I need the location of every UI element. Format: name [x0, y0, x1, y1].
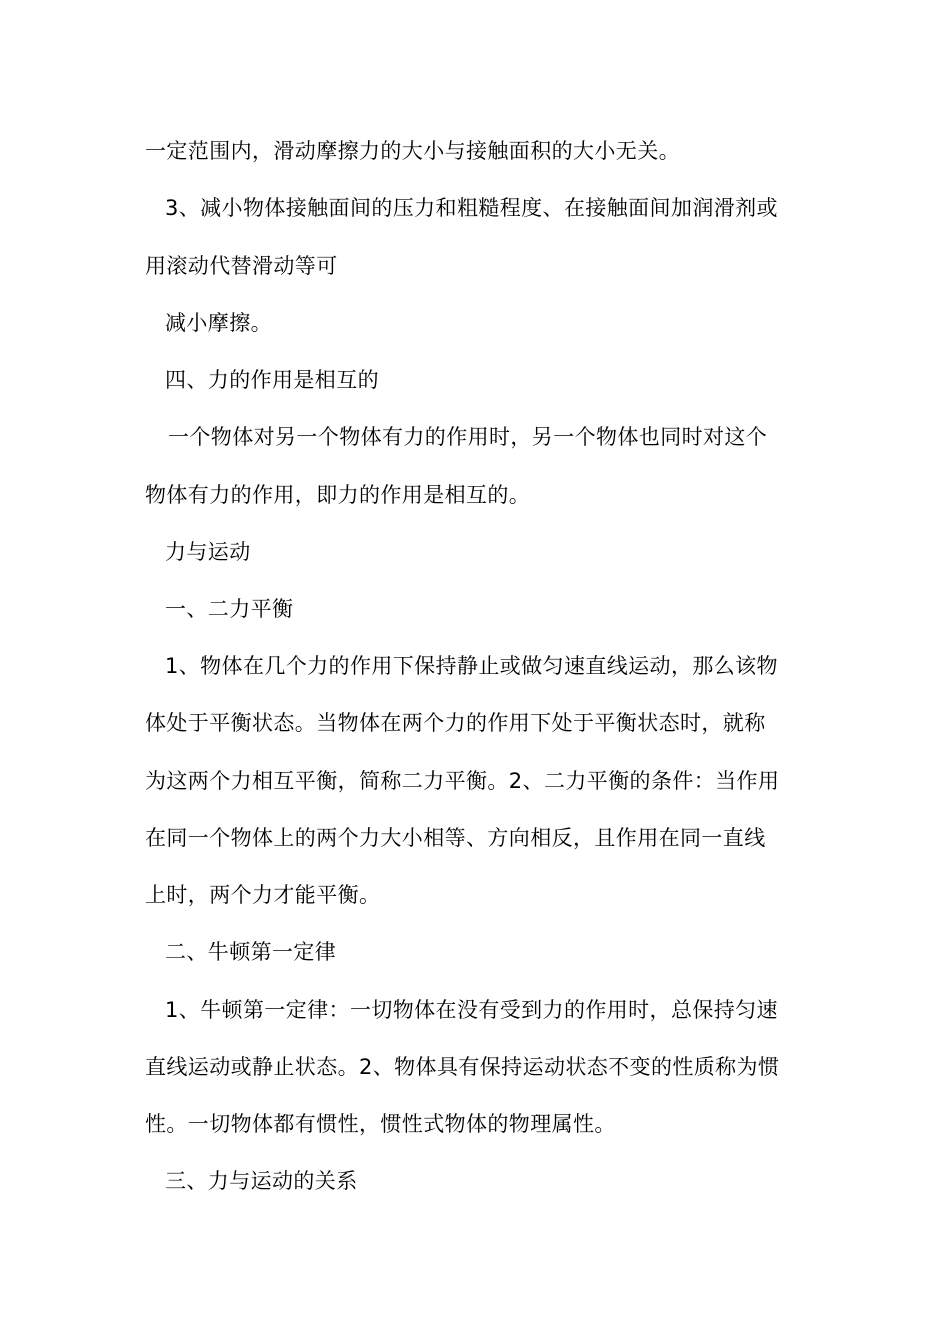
text-line: 一定范围内，滑动摩擦力的大小与接触面积的大小无关。 [145, 139, 680, 163]
section-heading: 四、力的作用是相互的 [165, 368, 379, 392]
text-line: 直线运动或静止状态。2、物体具有保持运动状态不变的性质称为惯 [145, 1055, 780, 1079]
text-line: 1、物体在几个力的作用下保持静止或做匀速直线运动，那么该物 [165, 654, 778, 678]
section-heading: 一、二力平衡 [165, 597, 294, 621]
text-line: 上时，两个力才能平衡。 [145, 883, 381, 907]
text-line: 体处于平衡状态。当物体在两个力的作用下处于平衡状态时，就称 [145, 711, 766, 735]
section-heading: 二、牛顿第一定律 [165, 940, 337, 964]
text-line: 物体有力的作用，即力的作用是相互的。 [145, 483, 531, 507]
text-line: 减小摩擦。 [165, 311, 272, 335]
text-line: 1、牛顿第一定律：一切物体在没有受到力的作用时，总保持匀速 [165, 998, 778, 1022]
text-line: 为这两个力相互平衡，简称二力平衡。2、二力平衡的条件：当作用 [145, 769, 780, 793]
text-line: 3、减小物体接触面间的压力和粗糙程度、在接触面间加润滑剂或 [165, 196, 778, 220]
text-line: 一个物体对另一个物体有力的作用时，另一个物体也同时对这个 [168, 425, 768, 449]
text-line: 用滚动代替滑动等可 [145, 254, 338, 278]
section-heading: 三、力与运动的关系 [165, 1169, 358, 1193]
text-line: 性。一切物体都有惯性，惯性式物体的物理属性。 [145, 1112, 616, 1136]
text-line: 在同一个物体上的两个力大小相等、方向相反，且作用在同一直线 [145, 826, 766, 850]
chapter-heading: 力与运动 [165, 540, 251, 564]
